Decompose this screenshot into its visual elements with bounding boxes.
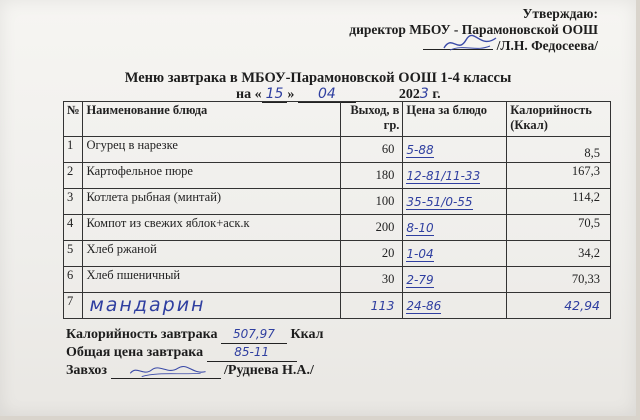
row-price [403,215,507,241]
header-name: Наименование блюда [83,102,340,137]
row-name: Компот из свежих яблок+аск.к [83,215,340,241]
row-calories: 70,33 [507,267,611,293]
row-output: 30 [340,267,403,293]
row-num: 6 [64,267,83,293]
header-output-label: Выход, в гр. [350,103,400,132]
row-name: Хлеб ржаной [83,241,340,267]
menu-table [63,101,611,319]
date-day: 15 [262,86,288,103]
row-output: 180 [340,163,403,189]
table-row [64,293,611,319]
row-output: 20 [340,241,403,267]
row-price-value: 35-51/0-55 [406,194,473,209]
row-name: Картофельное пюре [83,163,340,189]
approval-signatory-name: /Л.Н. Федосеева/ [496,38,598,53]
manager-label: Завхоз [66,363,108,378]
date-prefix: на « [236,87,262,102]
row-output: 113 [340,293,403,319]
row-calories: 114,2 [507,189,611,215]
row-calories: 8,5 [507,137,611,163]
table-row [64,241,611,267]
row-name: Огурец в нарезке [83,137,340,163]
table-row [64,163,611,189]
approval-position: директор МБОУ - Парамоновской ООШ [349,22,598,37]
summary-footer [66,326,323,379]
table-row [64,215,611,241]
row-name: Хлеб пшеничный [83,267,340,293]
date-mid: » [287,87,295,102]
row-calories: 42,94 [507,293,611,319]
row-price [403,241,507,267]
date-year-hand: 3 [419,86,429,102]
row-num: 4 [64,215,83,241]
row-price-value: 5-88 [406,142,434,157]
approval-heading: Утверждаю: [522,6,598,21]
row-price-value: 8-10 [406,220,434,235]
table-row [64,267,611,293]
table-header-row [64,102,611,137]
row-price [403,137,507,163]
row-name: мандарин [83,293,340,319]
row-num: 5 [64,241,83,267]
price-label: Общая цена завтрака [66,345,204,360]
row-calories: 70,5 [507,215,611,241]
manager-signature-icon [127,360,217,380]
header-calories: Калорийность (Ккал) [507,102,611,137]
price-total: 85-11 [207,344,297,362]
row-price [403,267,507,293]
header-num: № [64,102,83,137]
calories-unit: Ккал [290,327,324,342]
manager-signature-line [111,364,221,379]
row-output: 60 [340,137,403,163]
row-num: 7 [64,293,83,319]
row-calories: 34,2 [507,241,611,267]
header-price: Цена за блюдо [403,102,507,137]
row-price-value: 1-04 [406,246,434,261]
row-name: Котлета рыбная (минтай) [83,189,340,215]
director-signature-icon [440,30,500,56]
row-price-value: 12-81/11-33 [406,168,481,183]
row-output: 200 [340,215,403,241]
date-month: 04 [298,86,356,103]
date-suffix: г. [432,87,441,102]
header-output [340,102,403,137]
row-price [403,189,507,215]
row-calories: 167,3 [507,163,611,189]
manager-signature [66,362,323,379]
row-price-value: 24-86 [406,298,442,313]
row-price-value: 2-79 [406,272,434,287]
calories-label: Калорийность завтрака [66,327,218,342]
manager-name: /Руднева Н.А./ [224,363,314,378]
calories-summary [66,326,323,344]
row-price [403,293,507,319]
calories-total: 507,97 [221,326,287,344]
row-output: 100 [340,189,403,215]
row-num: 3 [64,189,83,215]
row-num: 1 [64,137,83,163]
document-title: Меню завтрака в МБОУ-Парамоновской ООШ 1-4 классы [124,70,512,86]
date-year-prefix: 202 [398,87,420,102]
table-row [64,137,611,163]
row-price [403,163,507,189]
table-row [64,189,611,215]
row-num: 2 [64,163,83,189]
